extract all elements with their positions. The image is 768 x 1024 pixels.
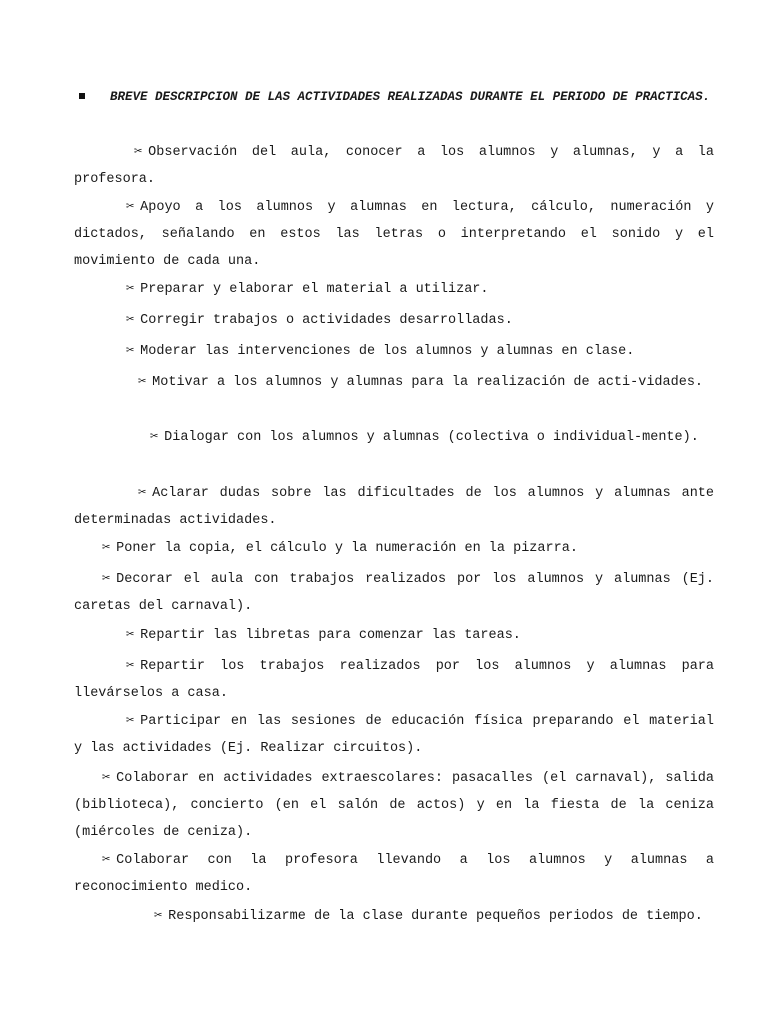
activity-item <box>74 480 714 534</box>
square-bullet-icon <box>79 93 85 99</box>
scissors-icon: ✂ <box>126 628 135 643</box>
activity-item <box>74 708 714 762</box>
activity-text: Preparar y elaborar el material a utilizar. <box>140 282 489 297</box>
activity-text: Decorar el aula con trabajos realizados por los alumnos y alumnas (Ej. caretas del carnaval). <box>74 572 714 614</box>
activity-text: Observación del aula, conocer a los alumnos y alumnas, y a la profesora. <box>74 145 714 187</box>
activity-item <box>74 307 714 334</box>
scissors-icon: ✂ <box>102 572 111 587</box>
activity-item <box>74 765 714 846</box>
activity-text: Motivar a los alumnos y alumnas para la realización de acti-vidades. <box>152 375 704 390</box>
scissors-icon: ✂ <box>102 853 111 868</box>
activity-text: Apoyo a los alumnos y alumnas en lectura, cálculo, numeración y dictados, señalando en estos las letras o interpretando el sonido y el movimiento de cada una. <box>74 200 714 269</box>
activity-text: Responsabilizarme de la clase durante pequeños periodos de tiempo. <box>168 909 703 924</box>
activity-text: Colaborar con la profesora llevando a los alumnos y alumnas a reconocimiento medico. <box>74 853 714 895</box>
section-heading <box>74 84 714 110</box>
activity-item <box>74 847 714 901</box>
activity-item <box>74 276 714 303</box>
activity-text: Dialogar con los alumnos y alumnas (colectiva o individual-mente). <box>164 430 699 445</box>
scissors-icon: ✂ <box>102 771 111 786</box>
scissors-icon: ✂ <box>126 200 135 215</box>
activity-item <box>74 369 714 396</box>
scissors-icon: ✂ <box>138 486 147 501</box>
scissors-icon: ✂ <box>126 313 135 328</box>
scissors-icon: ✂ <box>154 909 163 924</box>
scissors-icon: ✂ <box>126 344 135 359</box>
activity-item <box>74 194 714 275</box>
activity-item <box>74 566 714 620</box>
scissors-icon: ✂ <box>102 541 111 556</box>
activity-text: Colaborar en actividades extraescolares: pasacalles (el carnaval), salida (biblioteca), concierto (en el salón de actos) y en la fiesta de la ceniza (miércoles de ceniza). <box>74 771 714 840</box>
scissors-icon: ✂ <box>138 375 147 390</box>
section-heading-text: BREVE DESCRIPCION DE LAS ACTIVIDADES REALIZADAS DURANTE EL PERIODO DE PRACTICAS. <box>110 90 711 104</box>
activity-item <box>74 903 714 930</box>
activity-text: Moderar las intervenciones de los alumnos y alumnas en clase. <box>140 344 635 359</box>
activity-text: Poner la copia, el cálculo y la numeración en la pizarra. <box>116 541 578 556</box>
activity-text: Repartir las libretas para comenzar las tareas. <box>140 628 521 643</box>
activity-item <box>74 622 714 649</box>
activity-text: Aclarar dudas sobre las dificultades de los alumnos y alumnas ante determinadas actividades. <box>74 486 714 528</box>
scissors-icon: ✂ <box>126 714 135 729</box>
activity-item <box>74 424 714 451</box>
activity-item <box>74 338 714 365</box>
scissors-icon: ✂ <box>126 282 135 297</box>
activity-text: Repartir los trabajos realizados por los alumnos y alumnas para llevárselos a casa. <box>74 659 714 701</box>
activity-text: Corregir trabajos o actividades desarrolladas. <box>140 313 513 328</box>
activity-item <box>74 139 714 193</box>
scissors-icon: ✂ <box>134 145 143 160</box>
activity-text: Participar en las sesiones de educación física preparando el material y las actividades (Ej. Realizar circuitos). <box>74 714 714 756</box>
activity-item <box>74 653 714 707</box>
scissors-icon: ✂ <box>150 430 159 445</box>
activity-item <box>74 535 714 562</box>
scissors-icon: ✂ <box>126 659 135 674</box>
